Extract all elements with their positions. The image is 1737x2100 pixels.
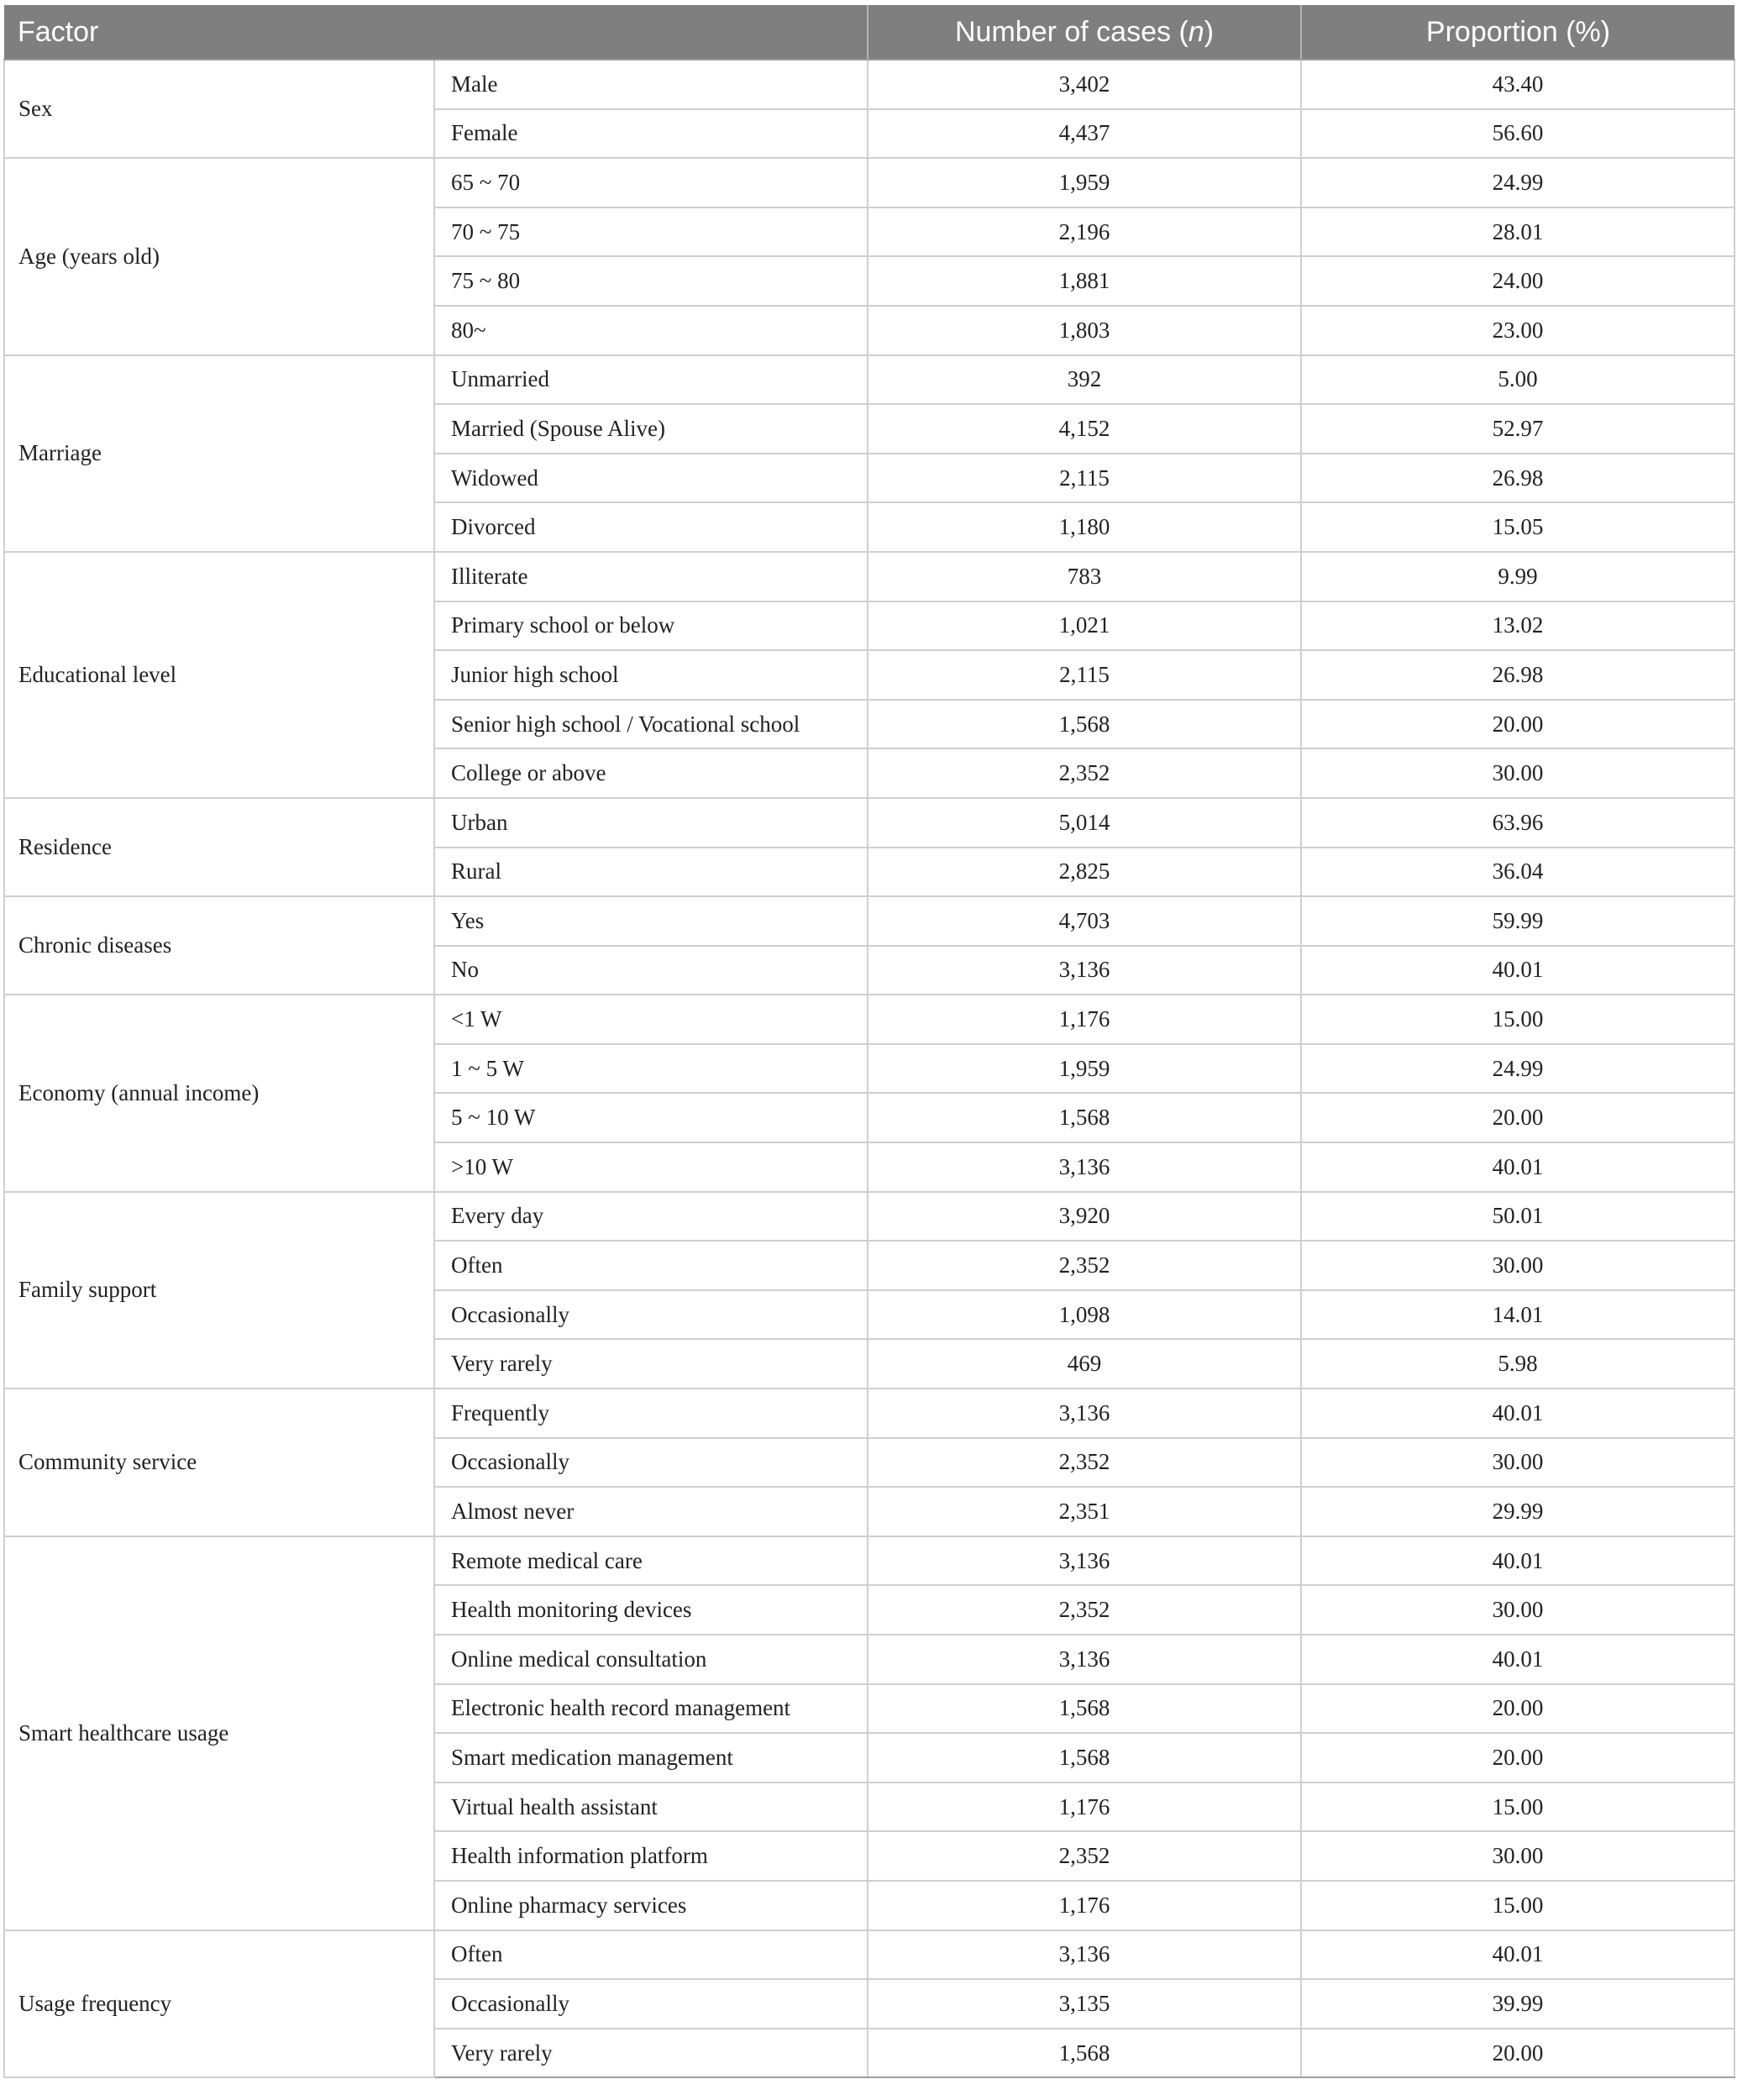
category-cell: Occasionally — [434, 1290, 868, 1340]
category-cell: Online pharmacy services — [434, 1881, 868, 1930]
header-row — [4, 5, 1734, 60]
category-cell: Health information platform — [434, 1831, 868, 1881]
header-proportion: Proportion (%) — [1301, 5, 1734, 60]
factor-cell: Usage frequency — [4, 1930, 434, 2078]
cases-cell: 2,352 — [868, 1241, 1301, 1290]
table-row — [4, 1536, 1734, 1586]
proportion-cell: 63.96 — [1301, 798, 1734, 848]
proportion-cell: 30.00 — [1301, 1831, 1734, 1881]
category-cell: Widowed — [434, 454, 868, 503]
proportion-cell: 24.99 — [1301, 158, 1734, 207]
factor-cell: Family support — [4, 1192, 434, 1389]
proportion-cell: 30.00 — [1301, 748, 1734, 798]
cases-cell: 3,135 — [868, 1979, 1301, 2029]
proportion-cell: 24.99 — [1301, 1044, 1734, 1094]
factor-cell: Sex — [4, 60, 434, 158]
category-cell: Occasionally — [434, 1979, 868, 2029]
cases-cell: 3,136 — [868, 1930, 1301, 1980]
factor-cell: Age (years old) — [4, 158, 434, 354]
table-row — [4, 1930, 1734, 1980]
demographics-table — [3, 5, 1735, 2078]
category-cell: Rural — [434, 848, 868, 897]
table-row — [4, 1192, 1734, 1242]
cases-cell: 1,176 — [868, 1782, 1301, 1832]
cases-cell: 2,115 — [868, 454, 1301, 503]
cases-cell: 2,352 — [868, 748, 1301, 798]
header-cases-variable: n — [1188, 15, 1204, 48]
cases-cell: 2,825 — [868, 848, 1301, 897]
category-cell: Female — [434, 109, 868, 159]
category-cell: Electronic health record management — [434, 1684, 868, 1734]
category-cell: Occasionally — [434, 1438, 868, 1488]
factor-cell: Smart healthcare usage — [4, 1536, 434, 1930]
cases-cell: 2,352 — [868, 1831, 1301, 1881]
proportion-cell: 9.99 — [1301, 552, 1734, 601]
table-row — [4, 355, 1734, 405]
category-cell: Urban — [434, 798, 868, 848]
demographics-table-container — [3, 5, 1734, 2078]
header-number-of-cases — [868, 5, 1301, 60]
proportion-cell: 28.01 — [1301, 207, 1734, 257]
proportion-cell: 15.00 — [1301, 995, 1734, 1044]
category-cell: Married (Spouse Alive) — [434, 404, 868, 454]
cases-cell: 1,568 — [868, 2029, 1301, 2078]
proportion-cell: 20.00 — [1301, 1684, 1734, 1734]
category-cell: 65 ~ 70 — [434, 158, 868, 207]
cases-cell: 2,115 — [868, 650, 1301, 700]
table-row — [4, 995, 1734, 1044]
category-cell: Divorced — [434, 502, 868, 552]
category-cell: <1 W — [434, 995, 868, 1044]
proportion-cell: 20.00 — [1301, 1093, 1734, 1142]
table-row — [4, 60, 1734, 109]
category-cell: Virtual health assistant — [434, 1782, 868, 1832]
category-cell: 75 ~ 80 — [434, 256, 868, 306]
category-cell: Junior high school — [434, 650, 868, 700]
header-cases-prefix: Number of cases ( — [955, 15, 1189, 48]
proportion-cell: 30.00 — [1301, 1438, 1734, 1488]
table-row — [4, 1389, 1734, 1438]
proportion-cell: 24.00 — [1301, 256, 1734, 306]
proportion-cell: 39.99 — [1301, 1979, 1734, 2029]
category-cell: Primary school or below — [434, 601, 868, 651]
cases-cell: 1,803 — [868, 306, 1301, 355]
cases-cell: 1,959 — [868, 158, 1301, 207]
proportion-cell: 20.00 — [1301, 2029, 1734, 2078]
table-row — [4, 798, 1734, 848]
proportion-cell: 40.01 — [1301, 1930, 1734, 1980]
proportion-cell: 40.01 — [1301, 1389, 1734, 1438]
proportion-cell: 15.00 — [1301, 1881, 1734, 1930]
table-body — [4, 60, 1734, 2077]
category-cell: 1 ~ 5 W — [434, 1044, 868, 1094]
cases-cell: 1,568 — [868, 1684, 1301, 1734]
category-cell: Remote medical care — [434, 1536, 868, 1586]
category-cell: >10 W — [434, 1142, 868, 1192]
category-cell: College or above — [434, 748, 868, 798]
category-cell: Very rarely — [434, 1339, 868, 1389]
header-factor: Factor — [4, 5, 868, 60]
proportion-cell: 14.01 — [1301, 1290, 1734, 1340]
cases-cell: 1,098 — [868, 1290, 1301, 1340]
proportion-cell: 40.01 — [1301, 1635, 1734, 1684]
table-row — [4, 552, 1734, 601]
category-cell: Frequently — [434, 1389, 868, 1438]
cases-cell: 3,402 — [868, 60, 1301, 109]
cases-cell: 4,703 — [868, 896, 1301, 946]
cases-cell: 469 — [868, 1339, 1301, 1389]
proportion-cell: 30.00 — [1301, 1585, 1734, 1635]
factor-cell: Chronic diseases — [4, 896, 434, 995]
cases-cell: 3,136 — [868, 1635, 1301, 1684]
header-cases-suffix: ) — [1204, 15, 1215, 48]
cases-cell: 3,136 — [868, 1142, 1301, 1192]
proportion-cell: 5.98 — [1301, 1339, 1734, 1389]
category-cell: Often — [434, 1930, 868, 1980]
category-cell: 5 ~ 10 W — [434, 1093, 868, 1142]
cases-cell: 2,196 — [868, 207, 1301, 257]
factor-cell: Community service — [4, 1389, 434, 1536]
category-cell: Senior high school / Vocational school — [434, 700, 868, 749]
cases-cell: 3,136 — [868, 1389, 1301, 1438]
category-cell: 80~ — [434, 306, 868, 355]
proportion-cell: 23.00 — [1301, 306, 1734, 355]
factor-cell: Marriage — [4, 355, 434, 552]
proportion-cell: 20.00 — [1301, 1733, 1734, 1782]
proportion-cell: 15.00 — [1301, 1782, 1734, 1832]
cases-cell: 783 — [868, 552, 1301, 601]
category-cell: Almost never — [434, 1487, 868, 1536]
cases-cell: 1,568 — [868, 1093, 1301, 1142]
category-cell: Smart medication management — [434, 1733, 868, 1782]
factor-cell: Educational level — [4, 552, 434, 798]
category-cell: Very rarely — [434, 2029, 868, 2078]
category-cell: Often — [434, 1241, 868, 1290]
category-cell: Health monitoring devices — [434, 1585, 868, 1635]
category-cell: 70 ~ 75 — [434, 207, 868, 257]
category-cell: No — [434, 946, 868, 995]
category-cell: Illiterate — [434, 552, 868, 601]
proportion-cell: 20.00 — [1301, 700, 1734, 749]
table-row — [4, 896, 1734, 946]
proportion-cell: 13.02 — [1301, 601, 1734, 651]
cases-cell: 2,352 — [868, 1438, 1301, 1488]
category-cell: Online medical consultation — [434, 1635, 868, 1684]
category-cell: Male — [434, 60, 868, 109]
proportion-cell: 43.40 — [1301, 60, 1734, 109]
cases-cell: 4,152 — [868, 404, 1301, 454]
category-cell: Yes — [434, 896, 868, 946]
proportion-cell: 15.05 — [1301, 502, 1734, 552]
proportion-cell: 5.00 — [1301, 355, 1734, 405]
cases-cell: 2,351 — [868, 1487, 1301, 1536]
proportion-cell: 40.01 — [1301, 946, 1734, 995]
cases-cell: 3,136 — [868, 1536, 1301, 1586]
factor-cell: Economy (annual income) — [4, 995, 434, 1191]
cases-cell: 3,136 — [868, 946, 1301, 995]
proportion-cell: 52.97 — [1301, 404, 1734, 454]
proportion-cell: 30.00 — [1301, 1241, 1734, 1290]
cases-cell: 1,176 — [868, 995, 1301, 1044]
proportion-cell: 59.99 — [1301, 896, 1734, 946]
cases-cell: 1,021 — [868, 601, 1301, 651]
cases-cell: 5,014 — [868, 798, 1301, 848]
cases-cell: 1,881 — [868, 256, 1301, 306]
cases-cell: 3,920 — [868, 1192, 1301, 1242]
proportion-cell: 56.60 — [1301, 109, 1734, 159]
cases-cell: 1,180 — [868, 502, 1301, 552]
proportion-cell: 36.04 — [1301, 848, 1734, 897]
category-cell: Unmarried — [434, 355, 868, 405]
table-row — [4, 158, 1734, 207]
proportion-cell: 50.01 — [1301, 1192, 1734, 1242]
cases-cell: 392 — [868, 355, 1301, 405]
proportion-cell: 26.98 — [1301, 454, 1734, 503]
cases-cell: 2,352 — [868, 1585, 1301, 1635]
cases-cell: 1,568 — [868, 1733, 1301, 1782]
cases-cell: 1,959 — [868, 1044, 1301, 1094]
category-cell: Every day — [434, 1192, 868, 1242]
proportion-cell: 26.98 — [1301, 650, 1734, 700]
cases-cell: 1,568 — [868, 700, 1301, 749]
proportion-cell: 29.99 — [1301, 1487, 1734, 1536]
cases-cell: 1,176 — [868, 1881, 1301, 1930]
proportion-cell: 40.01 — [1301, 1142, 1734, 1192]
table-header — [4, 5, 1734, 60]
proportion-cell: 40.01 — [1301, 1536, 1734, 1586]
cases-cell: 4,437 — [868, 109, 1301, 159]
factor-cell: Residence — [4, 798, 434, 896]
